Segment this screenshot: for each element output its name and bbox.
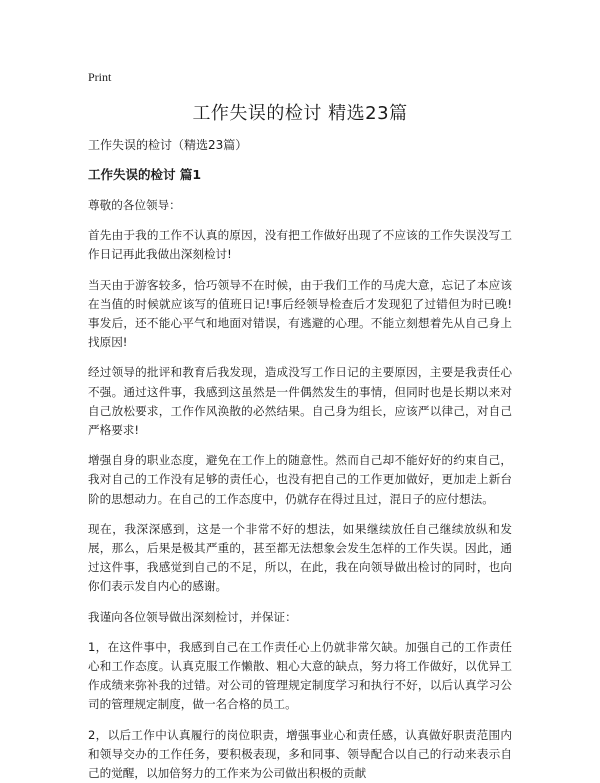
paragraph: 经过领导的批评和教育后我发现，造成没写工作日记的主要原因，主要是我责任心不强。通过这件事，我感到这虽然是一件偶然发生的事情，但同时也是长期以来对自己放松要求，工作作风涣散的必然结果。自己身为组长，应该严以律己，对自己严格要求!: [88, 365, 512, 438]
document-subtitle: 工作失误的检讨（精选23篇）: [88, 138, 248, 152]
paragraph: 我谨向各位领导做出深刻检讨，并保证：: [88, 609, 297, 624]
paragraph-point-1: 1，在这件事中，我感到自己在工作责任心上仍就非常欠缺。加强自己的工作责任心和工作态度。认真克服工作懒散、粗心大意的缺点，努力将工作做好，以优异工作成绩来弥补我的过错。对公司的管理规定制度学习和执行不好，以后认真学习公司的管理规定制度，做一名合格的员工。: [88, 639, 512, 712]
paragraph: 当天由于游客较多，恰巧领导不在时候，由于我们工作的马虎大意，忘记了本应该在当值的时候就应该写的值班日记!事后经领导检查后才发现犯了过错但为时已晚!事发后，还不能心平气和地面对错误，有逃避的心理。不能立刻想着先从自己身上找原因!: [88, 277, 512, 350]
paragraph: 现在，我深深感到，这是一个非常不好的想法，如果继续放任自己继续放纵和发展，那么，后果是极其严重的，甚至都无法想象会发生怎样的工作失误。因此，通过这件事，我感觉到自己的不足，所以，在此，我在向领导做出检讨的同时，也向你们表示发自内心的感谢。: [88, 521, 512, 594]
paragraph-point-2: 2，以后工作中认真履行的岗位职责，增强事业心和责任感，认真做好职责范围内和领导交办的工作任务，要积极表现，多和同事、领导配合以自己的行动来表示自己的觉醒，以加倍努力的工作来为公司做出积极的贡献: [88, 727, 512, 781]
paragraph-salutation: 尊敬的各位领导：: [88, 198, 181, 212]
section-heading: 工作失误的检讨 篇1: [88, 167, 202, 182]
paragraph: 增强自身的职业态度，避免在工作上的随意性。然而自己却不能好好的约束自己，我对自己的工作没有足够的责任心，也没有把自己的工作更加做好，更加走上新台阶的思想动力。在自己的工作态度中，仍就存在得过且过，混日子的应付想法。: [88, 453, 512, 506]
print-link[interactable]: Print: [88, 70, 112, 84]
paragraph: 首先由于我的工作不认真的原因，没有把工作做好出现了不应该的工作失误没写工作日记再此我做出深刻检讨!: [88, 228, 512, 262]
document-title: 工作失误的检讨 精选23篇: [192, 103, 408, 124]
